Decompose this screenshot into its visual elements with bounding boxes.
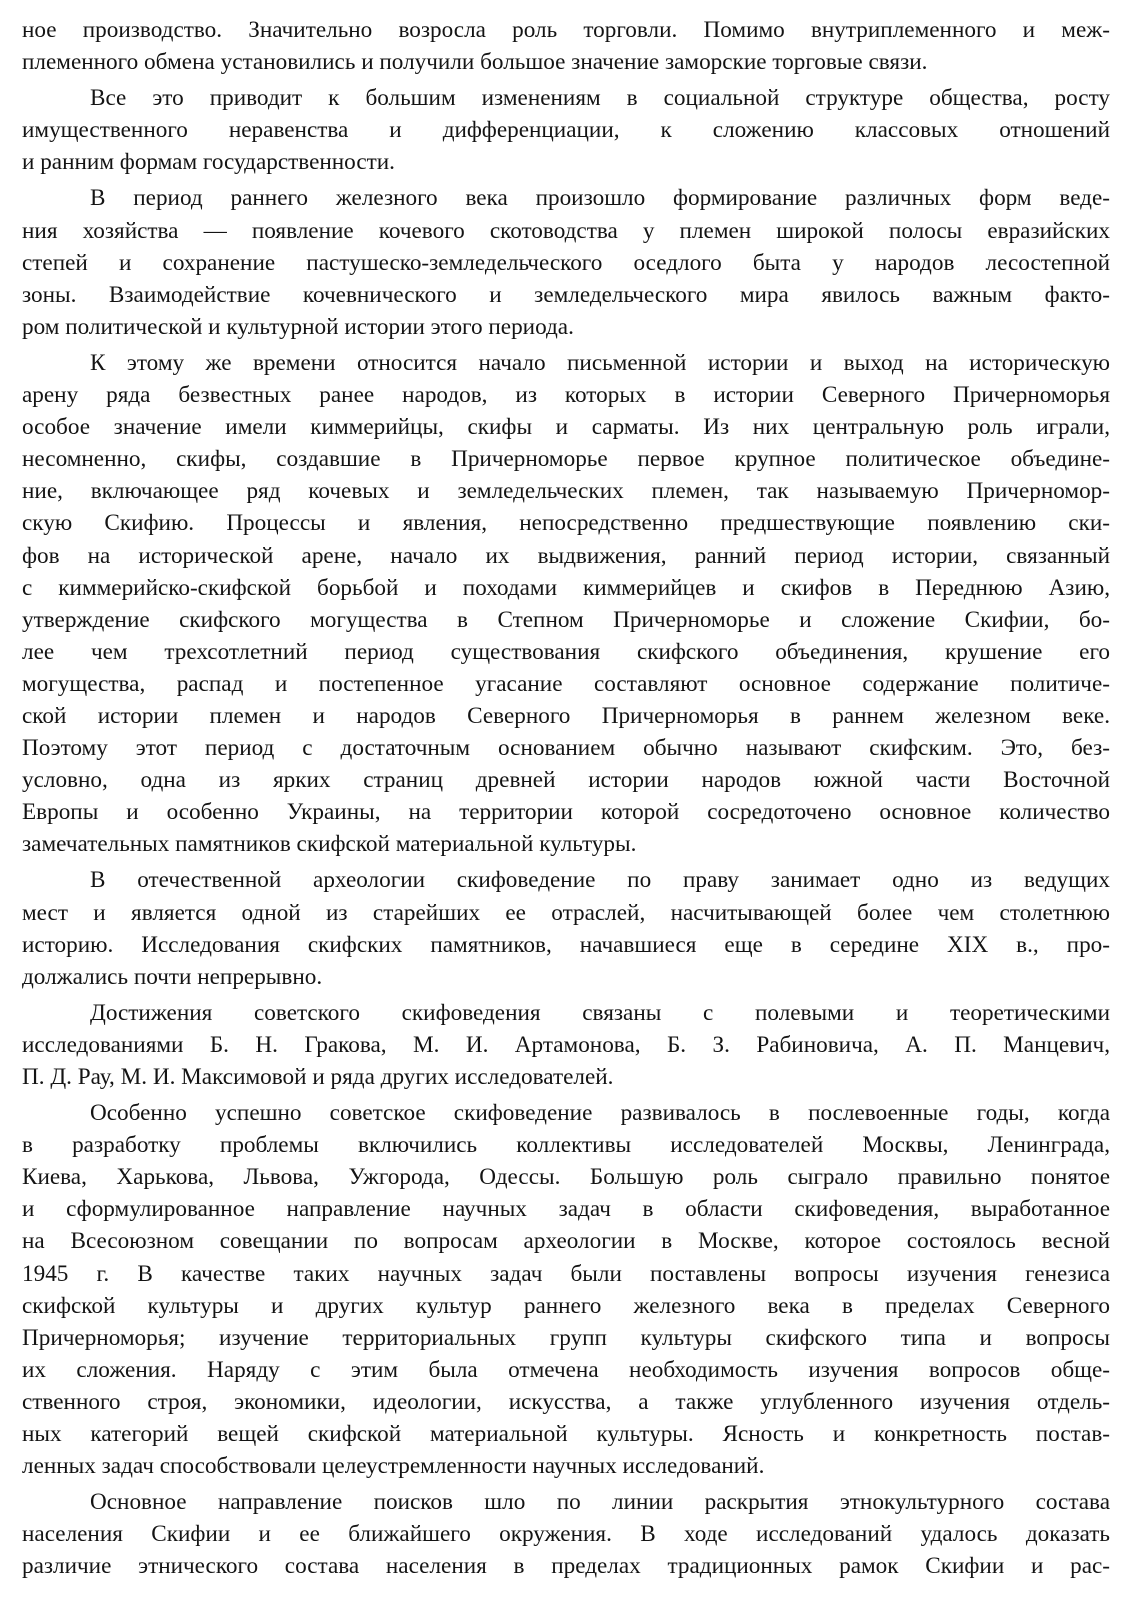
- text-line: В период раннего железного века произошло формирование различных форм веде-: [90, 185, 1110, 212]
- text-line: 1945 г. В качестве таких научных задач были поставлены вопросы изучения генезиса: [22, 1260, 1110, 1287]
- text-line: скую Скифию. Процессы и явления, непосредственно предшествующие появлению ски-: [22, 510, 1110, 537]
- text-line: особое значение имели киммерийцы, скифы и сарматы. Из них центральную роль играли,: [22, 414, 1110, 441]
- text-line: Особенно успешно советское скифоведение развивалось в послевоенные годы, когда: [90, 1100, 1110, 1127]
- text-line: различие этнического состава населения в пределах традиционных рамок Скифии и рас-: [22, 1553, 1110, 1580]
- text-line: степей и сохранение пастушеско-земледельческого оседлого быта у народов лесостепной: [22, 249, 1110, 276]
- text-line: историю. Исследования скифских памятников, начавшиеся еще в середине XIX в., про-: [22, 931, 1110, 958]
- paragraph-4: [22, 347, 1110, 861]
- text-line: и ранним формам государственности.: [22, 149, 395, 176]
- text-line: В отечественной археологии скифоведение по праву занимает одно из ведущих: [90, 867, 1110, 894]
- text-line: мест и является одной из старейших ее отраслей, насчитывающей более чем столетнюю: [22, 899, 1110, 926]
- text-line: могущества, распад и постепенное угасание составляют основное содержание политиче-: [22, 670, 1110, 697]
- text-line: исследованиями Б. Н. Гракова, М. И. Артамонова, Б. З. Рабиновича, А. П. Манцевич,: [22, 1031, 1110, 1058]
- text-line: П. Д. Рау, М. И. Максимовой и ряда других исследователей.: [22, 1064, 614, 1090]
- text-line: арену ряда безвестных ранее народов, из которых в истории Северного Причерноморья: [22, 382, 1110, 409]
- paragraph-7: [22, 1097, 1110, 1482]
- text-line: К этому же времени относится начало письменной истории и выход на историческую: [90, 349, 1110, 376]
- text-line: ных категорий вещей скифской материальной культуры. Ясность и конкретность постав-: [22, 1421, 1110, 1448]
- text-line: несомненно, скифы, создавшие в Причерноморье первое крупное политическое объедине-: [22, 446, 1110, 473]
- text-line: ром политической и культурной истории этого периода.: [22, 313, 574, 340]
- paragraph-8: [22, 1486, 1110, 1582]
- text-line: ственного строя, экономики, идеологии, искусства, а также углубленного изучения отдель-: [22, 1388, 1110, 1415]
- text-line: Основное направление поисков шло по линии раскрытия этнокультурного состава: [90, 1489, 1110, 1516]
- text-line: условно, одна из ярких страниц древней истории народов южной части Восточной: [22, 767, 1110, 794]
- text-line: ской истории племен и народов Северного Причерноморья в раннем железном веке.: [22, 702, 1110, 729]
- text-line: зоны. Взаимодействие кочевнического и земледельческого мира явилось важным факто-: [22, 281, 1110, 308]
- text-line: их сложения. Наряду с этим была отмечена необходимость изучения вопросов обще-: [22, 1356, 1110, 1383]
- text-line: Поэтому этот период с достаточным основанием обычно называют скифским. Это, без-: [22, 735, 1110, 762]
- text-line: ное производство. Значительно возросла роль торговли. Помимо внутриплеменного и меж-: [22, 17, 1110, 43]
- text-line: населения Скифии и ее ближайшего окружения. В ходе исследований удалось доказать: [22, 1521, 1110, 1548]
- text-line: Европы и особенно Украины, на территории которой сосредоточено основное количество: [22, 799, 1110, 826]
- text-line: на Всесоюзном совещании по вопросам археологии в Москве, которое состоялось весной: [22, 1228, 1110, 1255]
- document-page: [22, 14, 1110, 1587]
- text-line: ние, включающее ряд кочевых и земледельческих племен, так называемую Причерномор-: [22, 478, 1110, 505]
- text-line: Все это приводит к большим изменениям в социальной структуре общества, росту: [90, 85, 1110, 112]
- text-line: Достижения советского скифоведения связаны с полевыми и теоретическими: [90, 999, 1110, 1026]
- text-line: замечательных памятников скифской материальной культуры.: [22, 831, 637, 858]
- text-line: скифской культуры и других культур раннего железного века в пределах Северного: [22, 1292, 1110, 1319]
- paragraph-6: [22, 997, 1110, 1093]
- text-line: племенного обмена установились и получили большое значение заморские торговые связи.: [22, 49, 928, 76]
- paragraph-1: [22, 14, 1110, 78]
- text-line: должались почти непрерывно.: [22, 963, 323, 990]
- text-line: утверждение скифского могущества в Степном Причерноморье и сложение Скифии, бо-: [22, 606, 1110, 633]
- paragraph-3: [22, 182, 1110, 342]
- text-line: Киева, Харькова, Львова, Ужгорода, Одессы. Большую роль сыграло правильно понятое: [22, 1164, 1110, 1191]
- text-line: и сформулированное направление научных задач в области скифоведения, выработанное: [22, 1196, 1110, 1223]
- text-line: фов на исторической арене, начало их выдвижения, ранний период истории, связанный: [22, 542, 1110, 569]
- text-line: с киммерийско-скифской борьбой и походами киммерийцев и скифов в Переднюю Азию,: [22, 574, 1110, 601]
- text-line: лее чем трехсотлетний период существования скифского объединения, крушение его: [22, 638, 1110, 665]
- paragraph-5: [22, 864, 1110, 992]
- text-line: ния хозяйства — появление кочевого скотоводства у племен широкой полосы евразийских: [22, 217, 1110, 244]
- text-line: имущественного неравенства и дифференциации, к сложению классовых отношений: [22, 117, 1110, 144]
- text-line: ленных задач способствовали целеустремленности научных исследований.: [22, 1453, 765, 1480]
- text-line: в разработку проблемы включились коллективы исследователей Москвы, Ленинграда,: [22, 1132, 1110, 1159]
- paragraph-2: [22, 82, 1110, 178]
- text-line: Причерноморья; изучение территориальных групп культуры скифского типа и вопросы: [22, 1324, 1110, 1351]
